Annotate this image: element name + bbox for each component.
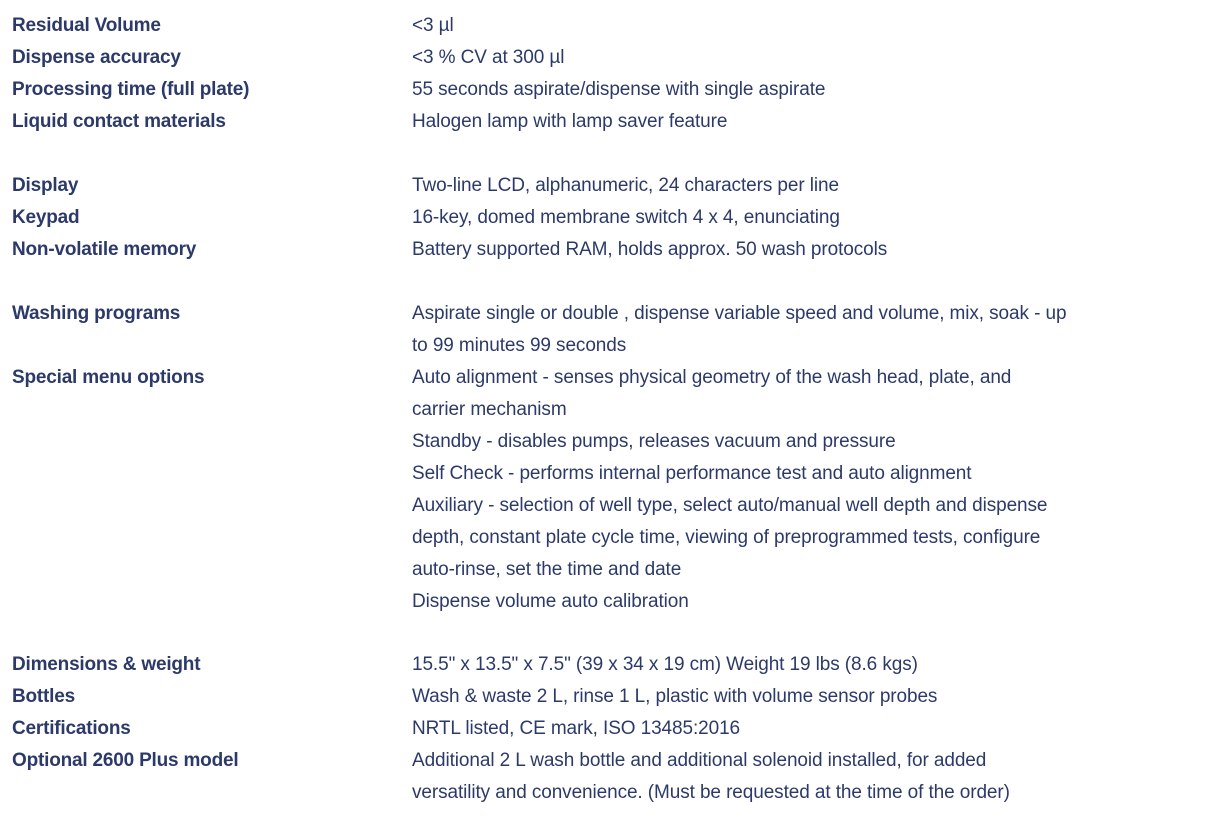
spec-value-line: NRTL listed, CE mark, ISO 13485:2016 [412,718,741,739]
spec-row [0,74,1220,106]
group-spacer [0,266,1220,298]
spec-row [0,106,1220,138]
spec-value-line: to 99 minutes 99 seconds [412,335,627,356]
spec-row [0,649,1220,681]
spec-value-line: <3 % CV at 300 µl [412,47,565,68]
spec-label: Bottles [12,686,75,707]
spec-row [0,713,1220,745]
spec-value [412,106,1220,138]
spec-group [0,170,1220,266]
spec-value [412,681,1220,713]
spec-value [412,362,1220,618]
spec-value [412,42,1220,74]
spec-value-line: Two-line LCD, alphanumeric, 24 characters per line [412,175,839,196]
spec-label: Certifications [12,718,131,739]
spec-row [0,42,1220,74]
spec-value-line: <3 µl [412,15,454,36]
spec-label: Processing time (full plate) [12,79,250,100]
spec-value-line: Dispense volume auto calibration [412,591,689,612]
spec-value-line: carrier mechanism [412,399,567,420]
spec-row [0,298,1220,362]
spec-row [0,681,1220,713]
spec-value-line: Battery supported RAM, holds approx. 50 wash protocols [412,239,888,260]
spec-label: Special menu options [12,367,205,388]
spec-value-line: Wash & waste 2 L, rinse 1 L, plastic with volume sensor probes [412,686,938,707]
spec-group [0,10,1220,138]
spec-label: Dimensions & weight [12,654,201,675]
spec-value-line: 55 seconds aspirate/dispense with single aspirate [412,79,826,100]
spec-value [412,745,1220,809]
spec-row [0,202,1220,234]
spec-label: Display [12,175,79,196]
spec-value-line: 16-key, domed membrane switch 4 x 4, enunciating [412,207,840,228]
spec-label: Keypad [12,207,80,228]
spec-row [0,362,1220,618]
spec-label: Washing programs [12,303,181,324]
spec-value [412,649,1220,681]
spec-value-line: Aspirate single or double , dispense variable speed and volume, mix, soak - up [412,303,1067,324]
group-spacer [0,138,1220,170]
spec-label: Dispense accuracy [12,47,181,68]
spec-value-line: depth, constant plate cycle time, viewing of preprogrammed tests, configure [412,527,1041,548]
spec-label: Residual Volume [12,15,161,36]
spec-value [412,10,1220,42]
spec-value [412,234,1220,266]
spec-value-line: versatility and convenience. (Must be requested at the time of the order) [412,782,1010,803]
spec-group [0,649,1220,809]
spec-value [412,170,1220,202]
spec-value-line: Self Check - performs internal performance test and auto alignment [412,463,972,484]
spec-value-line: auto-rinse, set the time and date [412,559,682,580]
spec-value [412,74,1220,106]
spec-value-line: Auxiliary - selection of well type, select auto/manual well depth and dispense [412,495,1048,516]
spec-row [0,170,1220,202]
spec-value-line: Auto alignment - senses physical geometry of the wash head, plate, and [412,367,1012,388]
spec-value-line: Standby - disables pumps, releases vacuum and pressure [412,431,896,452]
spec-value-line: 15.5" x 13.5" x 7.5" (39 x 34 x 19 cm) Weight 19 lbs (8.6 kgs) [412,654,918,675]
spec-label: Optional 2600 Plus model [12,750,239,771]
spec-row [0,234,1220,266]
spec-row [0,10,1220,42]
spec-label: Non-volatile memory [12,239,197,260]
spec-value-line: Additional 2 L wash bottle and additional solenoid installed, for added [412,750,987,771]
spec-row [0,745,1220,809]
spec-label: Liquid contact materials [12,111,226,132]
group-spacer [0,618,1220,649]
spec-group [0,298,1220,618]
spec-value [412,298,1220,362]
spec-value [412,202,1220,234]
spec-value [412,713,1220,745]
spec-value-line: Halogen lamp with lamp saver feature [412,111,728,132]
